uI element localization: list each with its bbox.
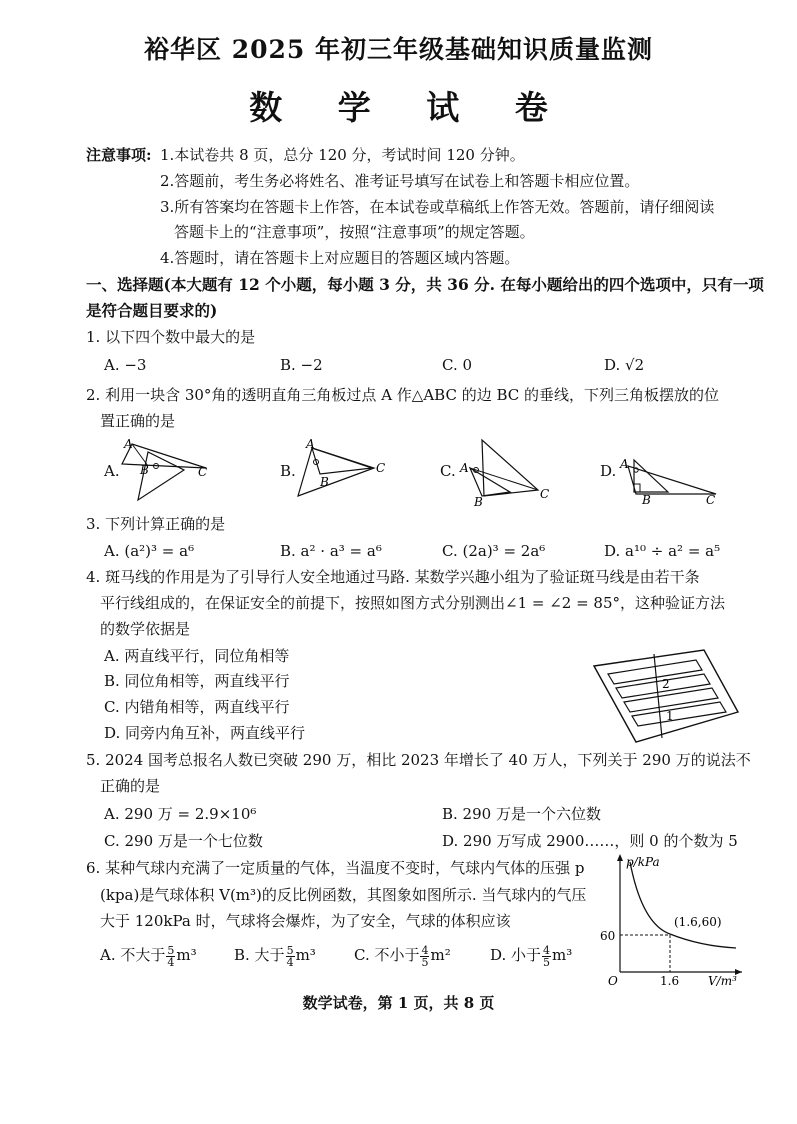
section-heading: 一、选择题(本大题有 12 个小题，每小题 3 分，共 36 分. 在每小题给出的四个选项中，只有一项: [86, 275, 764, 294]
q1-option-d: D. √2: [604, 356, 645, 374]
q6-origin: O: [608, 974, 618, 988]
q1-option-b: B. −2: [280, 356, 323, 374]
q3-option-a: A. (a²)³ = a⁶: [104, 542, 195, 560]
q6-point-label: (1.6,60): [674, 915, 722, 929]
q2b-pt-c: C: [376, 461, 386, 475]
exam-subject: 数 学 试 卷: [249, 88, 570, 127]
q1-option-a: A. −3: [104, 356, 147, 374]
q4-option-c: C. 内错角相等，两直线平行: [104, 698, 290, 716]
q2a-pt-a: A: [124, 437, 133, 451]
q6-stem-line1: 6. 某种气球内充满了一定质量的气体，当温度不变时，气球内气体的压强 p: [86, 859, 585, 877]
q6-option-a: A. 不大于 $\frac{5}{4}$ m³: [100, 943, 197, 969]
q2d-pt-b: B: [642, 493, 651, 506]
q6-option-c: C. 不小于 $\frac{4}{5}$ m²: [354, 943, 451, 969]
page-footer: 数学试卷，第 1 页，共 8 页: [302, 994, 495, 1012]
q6-stem-line2: (kpa)是气球体积 V(m³)的反比例函数，其图象如图所示. 当气球内的气压: [100, 886, 587, 904]
q2-label-d: D.: [600, 462, 617, 480]
q3-option-c: C. (2a)³ = 2a⁶: [442, 542, 546, 560]
q2c-pt-c: C: [540, 487, 550, 501]
q3-option-d: D. a¹⁰ ÷ a² = a⁵: [604, 542, 721, 560]
q2-figure-a: [118, 436, 218, 504]
notice-item-2: 2.答题前，考生务必将姓名、准考证号填写在试卷上和答题卡相应位置。: [160, 172, 640, 190]
q2a-pt-c: C: [198, 465, 208, 479]
q2c-pt-a: A: [460, 461, 469, 475]
q4-crosswalk-figure: [592, 646, 742, 744]
section-heading-cont: 是符合题目要求的): [86, 301, 218, 320]
q5-option-d: D. 290 万写成 2900……，则 0 的个数为 5: [442, 832, 738, 850]
q6-x-tick: 1.6: [660, 974, 680, 988]
q4-stem-line3: 的数学依据是: [100, 620, 191, 638]
q4-angle-2: 2: [662, 677, 670, 691]
q4-stem-line2: 平行线组成的，在保证安全的前提下，按照如图方式分别测出∠1 = ∠2 = 85°，这种验证方法: [100, 594, 726, 612]
q6-option-b: B. 大于 $\frac{5}{4}$ m³: [234, 943, 316, 969]
q6-inverse-graph: [596, 848, 746, 988]
q2b-pt-a: A: [306, 437, 315, 451]
exam-title: 裕华区 2025 年初三年级基础知识质量监测: [144, 35, 653, 64]
q5-stem-line2: 正确的是: [100, 777, 161, 795]
q5-option-c: C. 290 万是一个七位数: [104, 832, 263, 850]
q2-label-b: B.: [280, 462, 296, 480]
notice-item-1: 1.本试卷共 8 页，总分 120 分，考试时间 120 分钟。: [160, 146, 525, 164]
q6-stem-line3: 大于 120kPa 时，气球将会爆炸，为了安全，气球的体积应该: [100, 912, 511, 930]
notice-label: 注意事项:: [86, 146, 152, 164]
q6-y-tick: 60: [600, 929, 616, 943]
q4-stem-line1: 4. 斑马线的作用是为了引导行人安全地通过马路. 某数学兴趣小组为了验证斑马线是由若干条: [86, 568, 700, 586]
q4-option-b: B. 同位角相等，两直线平行: [104, 672, 290, 690]
q5-stem-line1: 5. 2024 国考总报名人数已突破 290 万，相比 2023 年增长了 40 万人，下列关于 290 万的说法不: [86, 751, 751, 769]
q6-x-axis-label: V/m³: [708, 974, 737, 988]
q2-label-c: C.: [440, 462, 456, 480]
q4-angle-1: 1: [666, 709, 674, 723]
notice-item-3: 3.所有答案均在答题卡上作答，在本试卷或草稿纸上作答无效。答题前，请仔细阅读: [160, 198, 715, 216]
q2-stem-line1: 2. 利用一块含 30°角的透明直角三角板过点 A 作△ABC 的边 BC 的垂线，下列三角板摆放的位: [86, 386, 720, 404]
q2-label-a: A.: [104, 462, 120, 480]
q6-option-d: D. 小于 $\frac{4}{5}$ m³: [490, 943, 573, 969]
q3-option-b: B. a² · a³ = a⁶: [280, 542, 382, 560]
q2a-pt-b: B: [140, 463, 149, 477]
q5-option-b: B. 290 万是一个六位数: [442, 805, 601, 823]
q2-figure-b: [290, 436, 390, 504]
q5-option-a: A. 290 万 = 2.9×10⁶: [104, 805, 257, 823]
q3-stem: 3. 下列计算正确的是: [86, 515, 226, 533]
q1-stem: 1. 以下四个数中最大的是: [86, 328, 256, 346]
q2-figure-d: [616, 450, 722, 506]
q4-option-a: A. 两直线平行，同位角相等: [104, 647, 290, 665]
q1-option-c: C. 0: [442, 356, 473, 374]
q4-option-d: D. 同旁内角互补，两直线平行: [104, 724, 306, 742]
notice-item-3-cont: 答题卡上的“注意事项”，按照“注意事项”的规定答题。: [174, 223, 535, 241]
q2-figure-c: [454, 434, 554, 506]
notice-item-4: 4.答题时，请在答题卡上对应题目的答题区域内答题。: [160, 249, 520, 267]
q2b-pt-b: B: [320, 475, 329, 489]
q2-stem-line2: 置正确的是: [100, 412, 176, 430]
q2d-pt-c: C: [706, 493, 716, 506]
q6-y-axis-label: p/kPa: [626, 855, 660, 869]
q2c-pt-b: B: [474, 495, 483, 506]
q2d-pt-a: A: [620, 457, 629, 471]
